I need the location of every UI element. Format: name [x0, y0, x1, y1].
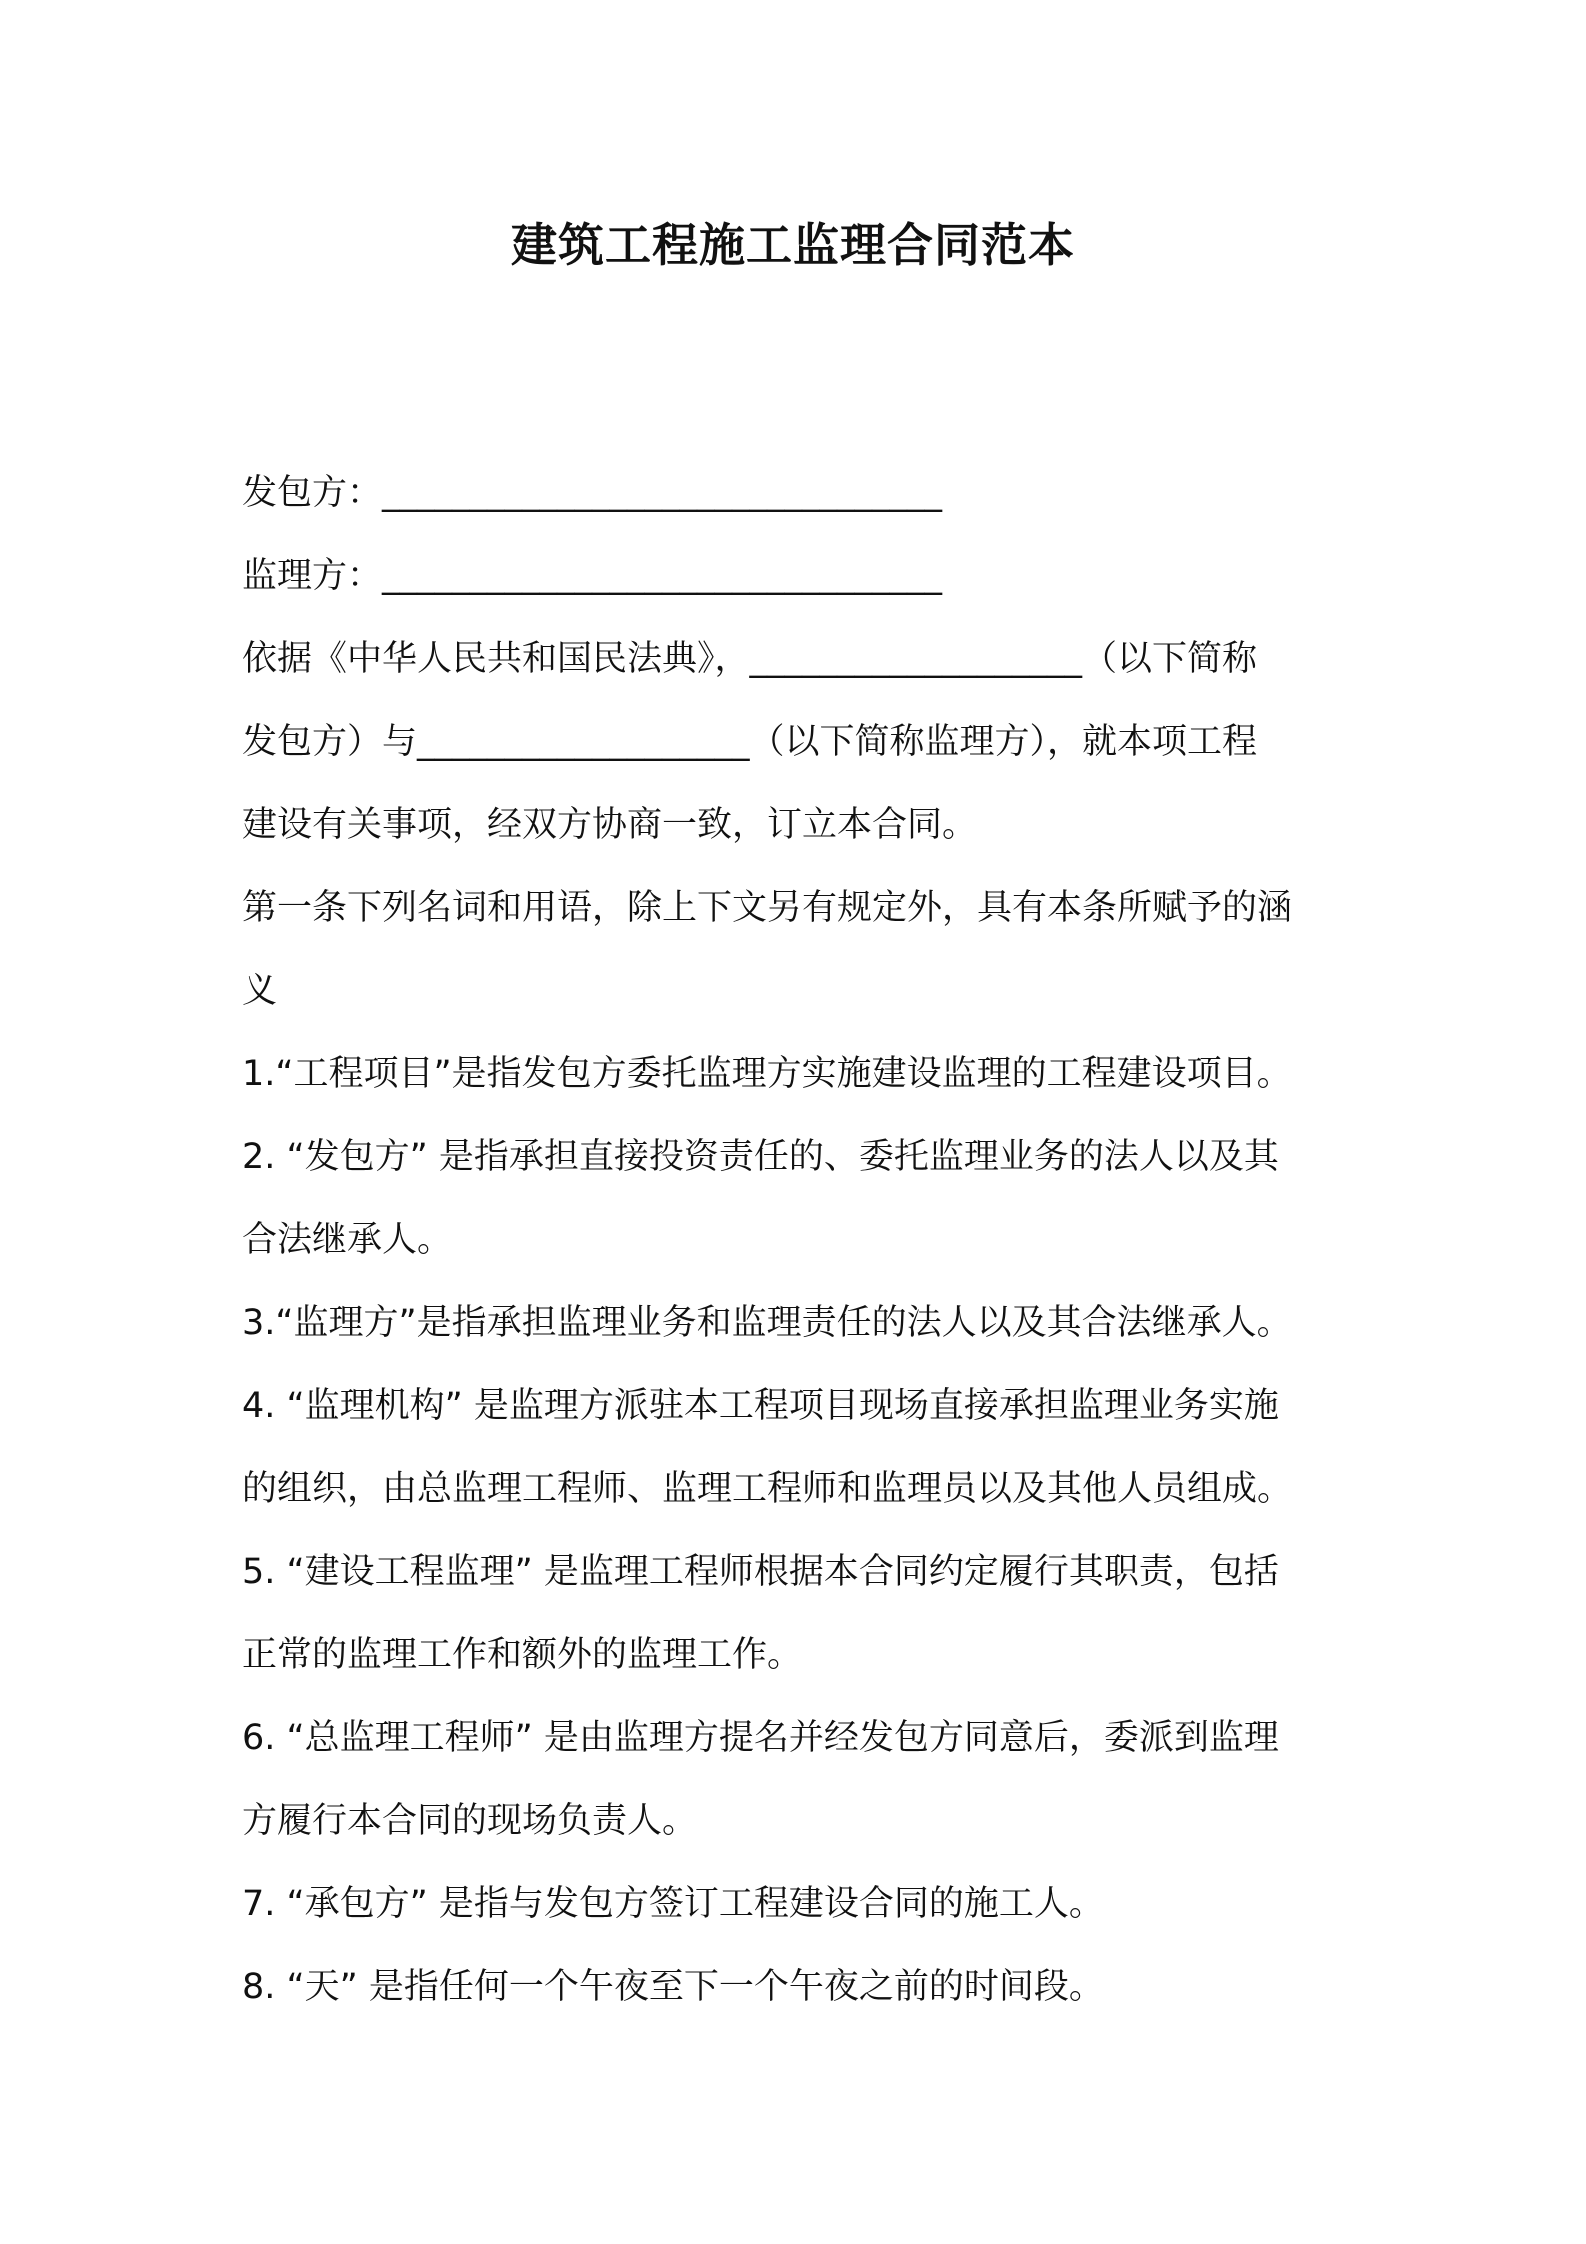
- paragraph-line: 建设有关事项，经双方协商一致，订立本合同。: [242, 805, 978, 845]
- paragraph-line: 发包方）与___________________（以下简称监理方），就本项工程: [242, 722, 1258, 762]
- definition-item: 8. “天” 是指任何一个午夜至下一个午夜之前的时间段。: [242, 1967, 1104, 2007]
- article-heading-line: 义: [242, 971, 278, 1011]
- definition-item: 2. “发包方” 是指承担直接投资责任的、委托监理业务的法人以及其: [242, 1137, 1279, 1177]
- definition-item: 6. “总监理工程师” 是由监理方提名并经发包方同意后，委派到监理: [242, 1718, 1279, 1758]
- party-a-line: 发包方：________________________________: [242, 473, 943, 513]
- definition-item: 的组织，由总监理工程师、监理工程师和监理员以及其他人员组成。: [242, 1469, 1293, 1509]
- definition-item: 3.“监理方”是指承担监理业务和监理责任的法人以及其合法继承人。: [242, 1303, 1292, 1343]
- document-title: 建筑工程施工监理合同范本: [511, 218, 1075, 272]
- paragraph-line: 依据《中华人民共和国民法典》，___________________（以下简称: [242, 639, 1258, 679]
- definition-item: 1.“工程项目”是指发包方委托监理方实施建设监理的工程建设项目。: [242, 1054, 1292, 1094]
- definition-item: 方履行本合同的现场负责人。: [242, 1801, 698, 1841]
- supervisor-line: 监理方：________________________________: [242, 556, 943, 596]
- definition-item: 4. “监理机构” 是监理方派驻本工程项目现场直接承担监理业务实施: [242, 1386, 1279, 1426]
- definition-item: 正常的监理工作和额外的监理工作。: [242, 1635, 803, 1675]
- definition-item: 5. “建设工程监理” 是监理工程师根据本合同约定履行其职责，包括: [242, 1552, 1279, 1592]
- definition-item: 合法继承人。: [242, 1220, 453, 1260]
- definition-item: 7. “承包方” 是指与发包方签订工程建设合同的施工人。: [242, 1884, 1104, 1924]
- document-body: [242, 452, 1360, 2029]
- article-heading-line: 第一条下列名词和用语，除上下文另有规定外，具有本条所赋予的涵: [242, 888, 1293, 928]
